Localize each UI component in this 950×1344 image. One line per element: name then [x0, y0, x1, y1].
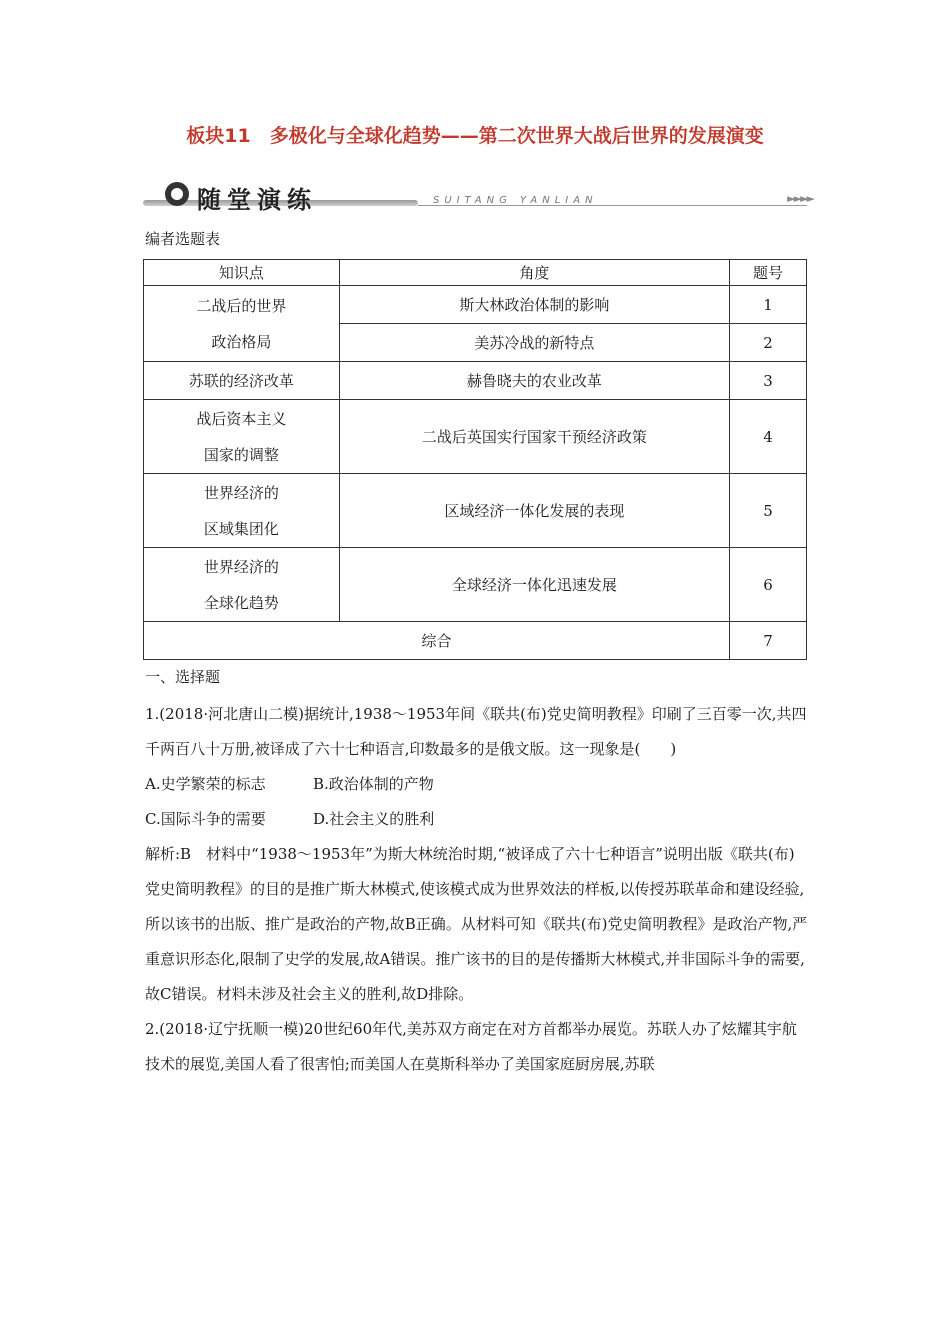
angle-cell: 全球经济一体化迅速发展	[339, 548, 729, 622]
table-row	[144, 400, 807, 474]
number-cell: 2	[730, 324, 807, 362]
banner-pinyin: SUITANG YANLIAN	[433, 195, 598, 206]
header-number: 题号	[730, 260, 807, 286]
number-cell: 7	[730, 622, 807, 660]
number-cell: 5	[730, 474, 807, 548]
angle-cell: 赫鲁晓夫的农业改革	[339, 362, 729, 400]
table-row	[144, 286, 807, 324]
topic-line: 世界经济的	[203, 557, 279, 576]
banner-arrows-icon: ►►►►	[787, 192, 813, 205]
summary-cell: 综合	[144, 622, 730, 660]
banner-circle-icon	[165, 182, 189, 206]
answer-analysis: 解析:B 材料中“1938～1953年”为斯大林统治时期,“被译成了六十七种语言”说明出版《联共(布)党史简明教程》的目的是推广斯大林模式,使该模式成为世界效法的样板,以传授苏联革命和建设经验,所以该书的出版、推广是政治的产物,故B正确。从材料可知《联共(布)党史简明教程》是政治产物,严重意识形态化,限制了史学的发展,故A错误。推广该书的目的是传播斯大林模式,并非国际斗争的需要,故C错误。材料未涉及社会主义的胜利,故D排除。	[145, 845, 808, 1003]
table-header-row	[144, 260, 807, 286]
topic-cell	[144, 548, 340, 622]
angle-cell: 区域经济一体化发展的表现	[339, 474, 729, 548]
angle-cell: 美苏冷战的新特点	[339, 324, 729, 362]
option-b: B.政治体制的产物	[313, 775, 434, 793]
section-banner	[143, 180, 813, 214]
number-cell: 1	[730, 286, 807, 324]
topic-cell	[144, 400, 340, 474]
table-caption: 编者选题表	[145, 230, 221, 248]
topic-line: 政治格局	[211, 332, 272, 351]
table-row	[144, 474, 807, 548]
option-a: A.史学繁荣的标志	[145, 775, 266, 793]
question-2-stem: 2.(2018·辽宁抚顺一模)20世纪60年代,美苏双方商定在对方首都举办展览。苏联人办了炫耀其宇航技术的展览,美国人看了很害怕;而美国人在莫斯科举办了美国家庭厨房展,苏联	[145, 1020, 797, 1073]
topic-line: 全球化趋势	[203, 593, 279, 612]
header-topic: 知识点	[144, 260, 340, 286]
question-1	[145, 697, 809, 1082]
section-heading: 一、选择题	[145, 668, 221, 686]
banner-title: 随堂演练	[197, 186, 317, 214]
table-row	[144, 362, 807, 400]
topic-line: 二战后的世界	[196, 296, 287, 315]
topic-cell	[144, 474, 340, 548]
table-row	[144, 622, 807, 660]
topic-cell: 苏联的经济改革	[144, 362, 340, 400]
option-d: D.社会主义的胜利	[313, 810, 435, 828]
header-angle: 角度	[339, 260, 729, 286]
topic-line: 国家的调整	[203, 445, 279, 464]
angle-cell: 二战后英国实行国家干预经济政策	[339, 400, 729, 474]
number-cell: 3	[730, 362, 807, 400]
option-c: C.国际斗争的需要	[145, 810, 266, 828]
question-stem: 1.(2018·河北唐山二模)据统计,1938～1953年间《联共(布)党史简明教程》印刷了三百零一次,共四千两百八十万册,被译成了六十七种语言,印数最多的是俄文版。这一现象是( )	[145, 705, 807, 758]
angle-cell: 斯大林政治体制的影响	[339, 286, 729, 324]
topic-line: 战后资本主义	[196, 409, 287, 428]
options-row	[145, 802, 809, 837]
topic-line: 世界经济的	[203, 483, 279, 502]
options-row	[145, 767, 809, 802]
page-title: 板块11 多极化与全球化趋势——第二次世界大战后世界的发展演变	[186, 125, 764, 147]
table-row	[144, 548, 807, 622]
topic-table	[143, 259, 807, 660]
topic-line: 区域集团化	[203, 519, 279, 538]
number-cell: 4	[730, 400, 807, 474]
number-cell: 6	[730, 548, 807, 622]
topic-cell	[144, 286, 340, 362]
